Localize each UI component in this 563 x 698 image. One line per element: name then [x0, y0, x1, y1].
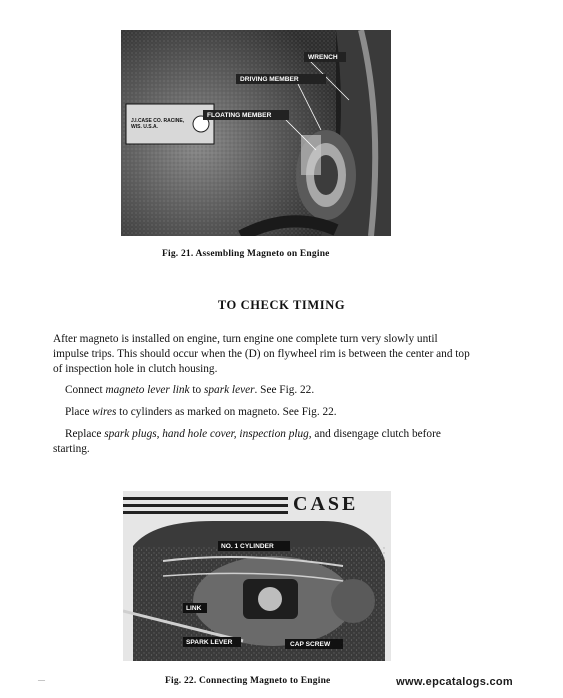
figure-21-caption: Fig. 21. Assembling Magneto on Engine: [162, 249, 330, 259]
label-spark-lever: SPARK LEVER: [186, 639, 233, 646]
label-driving-member: DRIVING MEMBER: [240, 76, 299, 83]
watermark-text: www.epcatalogs.com: [396, 676, 513, 688]
nameplate-text: J.I.CASE CO. RACINE, WIS. U.S.A.: [131, 118, 185, 130]
figure-21-photo: [121, 30, 391, 236]
label-no1-cylinder: NO. 1 CYLINDER: [221, 543, 274, 550]
paragraph-3: Place wires to cylinders as marked on magneto. See Fig. 22.: [65, 406, 337, 419]
paragraph-2: Connect magneto lever link to spark lever. See Fig. 22.: [65, 384, 315, 397]
label-cap-screw: CAP SCREW: [290, 641, 331, 648]
figure-22-photo: [123, 491, 391, 661]
label-wrench: WRENCH: [308, 54, 338, 61]
figure-22-caption: Fig. 22. Connecting Magneto to Engine: [165, 676, 331, 686]
paragraph-1: After magneto is installed on engine, turn engine one complete turn very slowly until impulse trips. This should occur when the (D) on flywheel rim is between the center and top of inspection hole in clutch housing.: [53, 333, 470, 375]
brand-case: CASE: [293, 493, 359, 515]
paragraph-4: Replace spark plugs, hand hole cover, inspection plug, and disengage clutch before starting.: [53, 427, 441, 455]
body-text: [53, 332, 473, 464]
section-heading: TO CHECK TIMING: [217, 298, 346, 312]
label-floating-member: FLOATING MEMBER: [207, 112, 272, 119]
label-link: LINK: [186, 605, 202, 612]
corner-mark: —: [38, 676, 45, 684]
